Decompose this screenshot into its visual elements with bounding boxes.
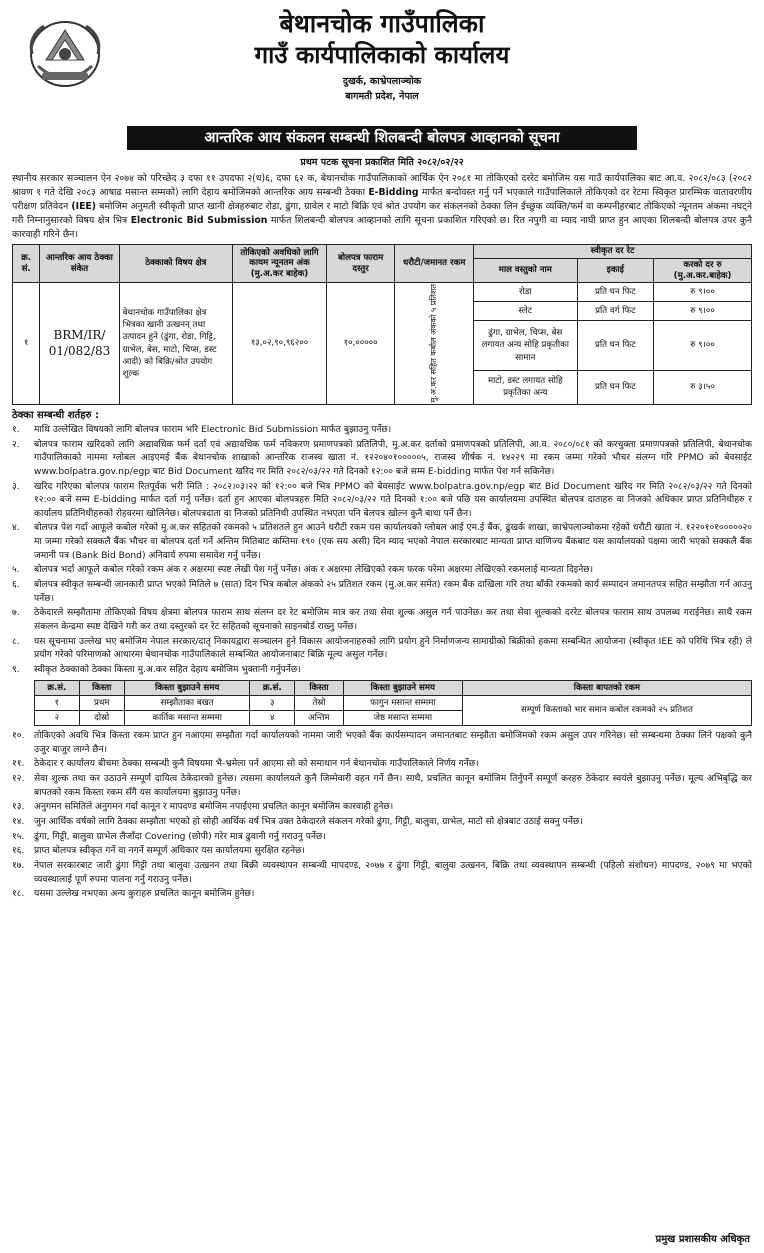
term-text: माथि उल्लेखित विषयको लागि बोलपत्र फाराम भरि Electronic Bid Submission मार्फत बुझाउनु पर्नेछ। (34, 425, 392, 435)
inst-col-time: किस्ता बुझाउने समय (124, 680, 250, 695)
term-text: ढुंगा, गिट्टी, बालुवा ग्राभेल लैजाँदा Covering (छोपी) गरेर मात्र ढुवानी गर्नु गराउनु पर्नेछ। (34, 831, 326, 842)
inst-cell: १ (35, 695, 80, 710)
term-number: १. (12, 425, 20, 435)
inst-col-sn: क्र.सं. (35, 680, 80, 695)
address-line-2: बागमती प्रदेश, नेपाल (345, 91, 419, 102)
publication-date: प्रथम पटक सूचना प्रकाशित मिति २०८२/०२/२२ (300, 157, 464, 168)
col-form-fee: बोलपत्र फाराम दस्तुर (327, 245, 395, 283)
term-text: ठेकेदार र कार्यालय बीचमा ठेक्का सम्बन्धी कुनै विषयमा भै-भ्रमेला पर्न आएमा सो को समाधान गर्न बेथानचोक गाउँपालिकाले निर्णय गर्नेछ। (34, 759, 479, 770)
col-sn: क्र. सं. (13, 245, 40, 283)
item-name: स्लेट (474, 302, 577, 321)
term-number: २. (12, 439, 20, 450)
item-unit: प्रति घन फिट (577, 283, 654, 302)
inst-amount-note: सम्पूर्ण किस्ताको भार समान कबोल रकमको २५ प्रतिशत (462, 695, 751, 725)
bid-table (12, 244, 752, 405)
item-name: रोडा (474, 283, 577, 302)
list-item (12, 579, 752, 606)
row-deposit-cell (395, 283, 474, 404)
list-item (12, 424, 752, 438)
terms-list-continued (12, 730, 752, 902)
term-text: बोलपत्र पेश गर्दा आफूले कबोल गरेको मु.अ.कर सहितको रकमको ५ प्रतिशतले हुन आउने धरौटी रकम यस कार्यालयको ग्लोबल आई एम.ई बैंक, ढुंखर्क शाखा, काभ्रेपलाञ्चोकमा रहेको धरौटी खाता नं. १२२०१०१०००००२० मा जम्मा गरेको सक्कलै बैंक भौचर वा बोलपत्र दर्ता गर्ने अन्तिम मितिबाट कम्तिमा १९० (एक सय असी) दिन म्याद भएको नेपाल सरकारबाट मान्यता प्राप्त वाणिज्य बैंकबाट यस कार्यालयको पक्षमा जारी भएको सक्कलै बैंक जमानी पत्र (Bank Bid Bond) अनिवार्य रुपमा समावेश गर्नु पर्नेछ। (34, 523, 752, 561)
col-deposit: धरौटी/जमानत रकम (395, 245, 474, 283)
inst-col-sn-2: क्र.सं. (250, 680, 295, 695)
table-row (35, 695, 752, 710)
col-unit: इकाई (577, 258, 654, 282)
col-item: माल वस्तुको नाम (474, 258, 577, 282)
item-unit: प्रति घन फिट (577, 321, 654, 370)
inst-cell: कार्तिक मसान्त सम्ममा (124, 710, 250, 725)
row-sn: १ (13, 283, 40, 404)
col-rate: करको दर रु (मु.अ.कर.बाहेक) (654, 258, 752, 282)
inst-cell: तेस्रो (295, 695, 344, 710)
item-name: ढुंगा, ग्राभेल, चिप्स, बेस लगायत अन्य सोहि प्रकृतीका सामान (474, 321, 577, 370)
list-item (12, 607, 752, 634)
term-number: १२. (12, 774, 25, 785)
intro-text-2: मार्फत बन्दोवस्त गर्नु पर्ने भएकाले गाउँपालिकाले तोकिएको दर रेटमा स्विकृत प्रारम्भिक वातावरणीय परीक्षण प्रतिवेदन (12, 187, 752, 213)
signature-title: प्रमुख प्रशासकीय अधिकृत (655, 1233, 750, 1245)
term-text: यसमा उल्लेख नभएका अन्य कुराहरु प्रचलित कानून बमोजिम हुनेछ। (34, 889, 255, 900)
list-item (12, 831, 752, 845)
terms-list (12, 424, 752, 678)
row-form-fee: १०,००००० (327, 283, 395, 404)
header (12, 8, 752, 120)
item-name: माटो, डस्ट लगायत सोहि प्रकृतिका अन्य (474, 370, 577, 404)
item-rate: रु ९।०० (654, 302, 752, 321)
item-rate: रु ९।०० (654, 283, 752, 302)
inst-cell: जेष्ठ मसान्त सम्ममा (343, 710, 462, 725)
intro-bold-3: Electronic Bid Submission (130, 215, 268, 227)
term-number: ३. (12, 481, 20, 492)
term-text: तोकिएको अवधि भित्र किस्ता रकम प्राप्त हुन नआएमा सम्झौता गर्दा कार्यालयको नाममा जारी भएको बैंक कार्यसम्पादन जमानतबाट सम्झौता बमोजिमको रकम असुल उपर गरिनेछ। सो सम्बन्धमा ठेक्का लिने पक्षको कुनै उजुर बाजुर लाग्ने छैन। (34, 731, 752, 755)
term-number: १६. (12, 846, 25, 857)
terms-title: ठेक्का सम्बन्धी शर्तहरु : (12, 409, 99, 421)
term-number: ९. (12, 664, 20, 675)
installment-table (34, 680, 752, 727)
intro-paragraph (12, 172, 752, 242)
term-text: नेपाल सरकारबाट जारी ढुंगा गिट्टी तथा बालुवा उत्खनन तथा बिक्री व्यवस्थापन सम्बन्धी मापदण्ड, २०७७ र ढुंगा गिट्टी, बालुवा उत्खनन, बिक्रि तथा व्यवस्थापन सम्बन्धी (पहिलो संशोधन) मापदण्ड, २०७९ मा भएको व्यवस्थालाई पूर्ण रुपमा पालना गर्नु गराउनु पर्नेछ। (34, 860, 752, 885)
term-text: खरिद गरिएका बोलपत्र फाराम रितपूर्वक भरी मिति : २०८२।०३।२२ को १२:०० बजे भित्र PPMO को बेवसाईट www.bolpatra.gov.np/egp बाट Bid Document खरिद गर मिति २०८२/०३/२२ गते दिनको १२:०० बजे सम्म E-bidding मार्फत दर्ता गर्नु पर्नेछ। दर्ता हुन आएका बोलपत्रहरु मिति २०८२/०३/२२ गते दिनको १:०० बजे पछि यस कार्यालयमा उपस्थित बोलपत्र दाताहरु वा निजको अधिकार प्राप्त प्रतिनिधीहरु र कार्यालय प्रतिनिधीहरुको रोहवरमा खोलिनेछ। बोलपत्रदाता वा निजको प्रतिनिधी उपस्थित नभएता पनि बेलपत्र खोल्न कुनै बाधा पर्ने छैन। (34, 481, 752, 519)
nepal-emblem-icon (24, 16, 106, 90)
term-text: सेवा शुल्क तथा कर उठाउने सम्पूर्ण दायित्व ठेकेदारको हुनेछ। त्यसमा कार्यालयले कुनै जिम्मेवारी वहन गर्ने छैन। साथै, प्रचलित कानून बमोजिम तिर्नुपर्ने सम्पूर्ण करहरु ठेकेदार स्वयंले बुझाउनु पर्नेछ। मूल्य अभिबृद्धि कर बापतको रकम किस्ता रकम सँगै यस कार्यालयमा बुझाउनु पर्नेछ। (34, 774, 752, 798)
inst-col-time-2: किस्ता बुझाउने समय (343, 680, 462, 695)
term-number: ५. (12, 565, 20, 576)
list-item (12, 758, 752, 772)
inst-cell: फागुन मसान्त सम्ममा (343, 695, 462, 710)
list-item (12, 564, 752, 578)
list-item (12, 801, 752, 815)
office-title: गाउँ कार्यपालिकाको कार्यालय (254, 40, 510, 69)
row-deposit: मु.अ.कर सहित कबोल अंकको ५ प्रतिशत (429, 284, 439, 403)
term-number: १०. (12, 731, 25, 742)
list-item (12, 636, 752, 663)
item-unit: प्रति घन फिट (577, 370, 654, 404)
term-number: १३. (12, 802, 25, 813)
notice-banner: आन्तरिक आय संकलन सम्बन्धी शिलबन्दी बोलपत्र आव्हानको सूचना (127, 126, 637, 150)
intro-text-3: बमोजिम अनुमती स्वीकृती प्राप्त खानी क्षेत्रहरुबाट रोडा, ढुंगा, ग्रावेल र माटो बिक्रि एवं श्रोत उपयोग कर संकलनको ठेक्का लिन ईच्छुक व्यक्ति/फर्म वा कम्पनीहरबाट तोकिएको न्यूनतम अंकमा नघट्ने गरी निम्नानुसारको विषय क्षेत्र भित्र (12, 201, 752, 227)
term-text: बोलपत्र भर्दा आफूले कबोल गरेको रकम अंक र अक्षरमा स्पष्ट लेखी पेश गर्नु पर्नेछ। अंक र अक्षरमा लेखिएको रकम फरक परेमा अक्षरमा लेखिएको रकमलाई मान्यता दिइनेछ। (34, 565, 594, 576)
term-number: ११. (12, 759, 25, 770)
col-min-amount: तोकिएको अवधिको लागि कायम न्यूनतम अंक (मु.अ.कर बाहेक) (232, 245, 326, 283)
term-text: बोलपत्र फाराम खरिदको लागि अद्यावधिक फर्म दर्ता एवं अद्यावधिक फर्म नविकरण प्रमाणपत्रको प्रतिलिपी, मु.अ.कर दर्ताको प्रमाणपत्रको प्रतिलिपी, आ.व. २०८०/०८१ को करचुक्ता प्रमाणपत्रको प्रतिलिपी, बेथानचोक गाउँपालिकाको नाममा ग्लोबल आइएमई बैंक बेथानचोक शाखाको आन्तरिक राजस्व खाता नं. १२२०४०१०००००५, राजस्व शीर्षक नं. १४२२९ मा रकम जम्मा गरेको भौचर संलग्न गरि PPMO को बेवसाईट www.bolpatra.gov.np/egp बाट Bid Document खरिद गर मिति २०८२/०३/२२ गते दिनको १२:०० बजे सम्म E-bidding मार्फत पेश गर्न सकिनेछ। (34, 439, 752, 477)
term-number: ४. (12, 523, 20, 534)
col-subject: ठेक्काको विषय क्षेत्र (119, 245, 232, 283)
term-text: यस सूचनामा उल्लेख भए बमोजिम नेपाल सरकार/दातृ निकायद्वारा सञ्चालन हुने विकास आयोजनाहरुको लागि प्रयोग हुने निर्माणजन्य सामाग्रीको बिक्रीको हकमा सम्बन्धित आयोजना (स्वीकृत IEE को परिधि भित्र रही) ले प्रयोग गरेको परिमाणको आधारमा बेथानचोक गाउँपालिकाले सम्बन्धित आयोजनाबाट बिक्रि मूल्य असुल गर्नेछ। (34, 636, 752, 661)
row-subject: बेथानचोक गाउँपालिका क्षेत्र भित्रका खानी उत्खनन् तथा उत्पादन हुने (ढुंगा, रोडा, गिट्टि, ग्राभेल, बेस, माटो, चिप्स, डस्ट आदी) को बिक्रि/श्रोत उपयोग शुल्क (119, 283, 232, 404)
term-text: जुन आर्थिक वर्षको लागि ठेक्का सम्झौता भएको हो सोही आर्थिक वर्ष भित्र उक्त ठेकेदारले संकलन गरेको ढुंगा, गिट्टी, बालुवा, ग्राभेल, माटो सो क्षेत्रबाट उठाई सक्नु पर्नेछ। (34, 816, 583, 827)
municipality-title: बेथानचोक गाउँपालिका (279, 9, 485, 38)
intro-text-4: मार्फत शिलबन्दी बोलपत्र आव्हानको लागि सूचना प्रकाशित गरिएको छ। रित नपुगी वा म्याद नाघी प्राप्त हुन आएका शिलबन्दी बोलपत्र उपर कुनै कारवाही गरिने छैन। (12, 215, 753, 241)
item-unit: प्रति वर्ग फिट (577, 302, 654, 321)
inst-cell: प्रथम (79, 695, 124, 710)
term-number: १४. (12, 816, 25, 827)
table-row (13, 283, 752, 302)
term-number: ८. (12, 636, 20, 647)
row-code: BRM/IR/ 01/082/83 (40, 283, 119, 404)
list-item (12, 664, 752, 678)
intro-bold-1: E-Bidding (368, 187, 419, 199)
inst-col-installment: किस्ता (79, 680, 124, 695)
list-item (12, 860, 752, 887)
col-approved-rate: स्वीकृत दर रेट (474, 245, 752, 259)
list-item (12, 816, 752, 830)
inst-cell: सम्झौताका बखत (124, 695, 250, 710)
list-item (12, 481, 752, 522)
address-line-1: दुखर्क, काभ्रेपलाञ्चोक (342, 76, 422, 87)
col-code: आन्तरिक आय ठेक्का संकेत (40, 245, 119, 283)
term-text: ठेकेदारले सम्झौतामा तोकिएको विषय क्षेत्रमा बोलपत्र फाराम साथ संलग्न दर रेट बमोजिम मात्र कर तथा सेवा शुल्क असुल गर्न पाउनेछ। कर तथा सेवा शुल्कको दररेट बोलपत्र फाराम साथ उपलब्ध गराईनेछ। साथै रकम संकलन केन्द्रमा स्पष्ट देखिने गरी कर तथा दस्तुरको दर रेट सहितको सूचनाको साइनबोर्ड राख्नु पर्नेछ। (34, 608, 752, 632)
list-item (12, 730, 752, 757)
list-item (12, 773, 752, 800)
inst-cell: ३ (250, 695, 295, 710)
item-rate: रु ३।५० (654, 370, 752, 404)
inst-cell: दोस्रो (79, 710, 124, 725)
term-text: बोलपत्र स्वीकृत सम्बन्धी जानकारी प्राप्त भएको मितिले ७ (सात) दिन भित्र कबोल अंकको २५ प्रतिशत रकम (मु.अ.कर समेत) रकम बैंक दाखिला गरि तथा बाँकी रकमको कार्य सम्पादन जमानतपत्र सहित सम्झौता गर्न आउनु पर्नेछ। (34, 580, 752, 604)
inst-cell: अन्तिम (295, 710, 344, 725)
list-item (12, 522, 752, 563)
inst-col-amount: किस्ता बापतको रकम (462, 680, 751, 695)
term-number: ७. (12, 608, 20, 619)
intro-bold-2: (IEE) (71, 201, 97, 213)
inst-cell: २ (35, 710, 80, 725)
inst-col-installment-2: किस्ता (295, 680, 344, 695)
list-item (12, 439, 752, 480)
item-rate: रु ९।०० (654, 321, 752, 370)
list-item (12, 845, 752, 859)
row-min-amount: १३,०२,९०,९६२०० (232, 283, 326, 404)
inst-cell: ४ (250, 710, 295, 725)
intro-text-1: स्थानीय सरकार सञ्चालन ऐन २०७४ को परिच्छेद ३ दफा ११ उपदफा २(ध)६, दफा ६२ क, बेथानचोक गाउँपालिकाको आर्थिक ऐन २०८१ मा तोकिएको दररेट बमोजिम यस गाउँ कार्यपालिका बाट आ.व. २०८२/०८३ (२०८२ श्रावण १ गते देखि २०८३ आषाढ मसान्त सम्मको) लागि देहाय बमोजिमको आन्तरिक आय सम्बन्धी ठेक्का (12, 173, 752, 199)
term-number: ६. (12, 580, 20, 591)
term-text: स्वीकृत ठेक्काको ठेक्का किस्ता मु.अ.कर सहित देहाय बमोजिम भुक्तानी गर्नुपर्नेछ। (34, 664, 301, 675)
term-number: १५. (12, 831, 25, 842)
term-number: १७. (12, 860, 25, 871)
term-number: १८. (12, 889, 25, 900)
term-text: अनुगमन समितिले अनुगमन गर्दा कानून र मापदण्ड बमोजिम नपाईएमा प्रचलित कानून बमोजिम कारवाही हुनेछ। (34, 802, 394, 813)
list-item (12, 888, 752, 902)
term-text: प्राप्त बोलपत्र स्वीकृत गर्ने वा नगर्ने सम्पूर्ण अधिकार यस कार्यालयमा सुरक्षित रहनेछ। (34, 846, 305, 857)
